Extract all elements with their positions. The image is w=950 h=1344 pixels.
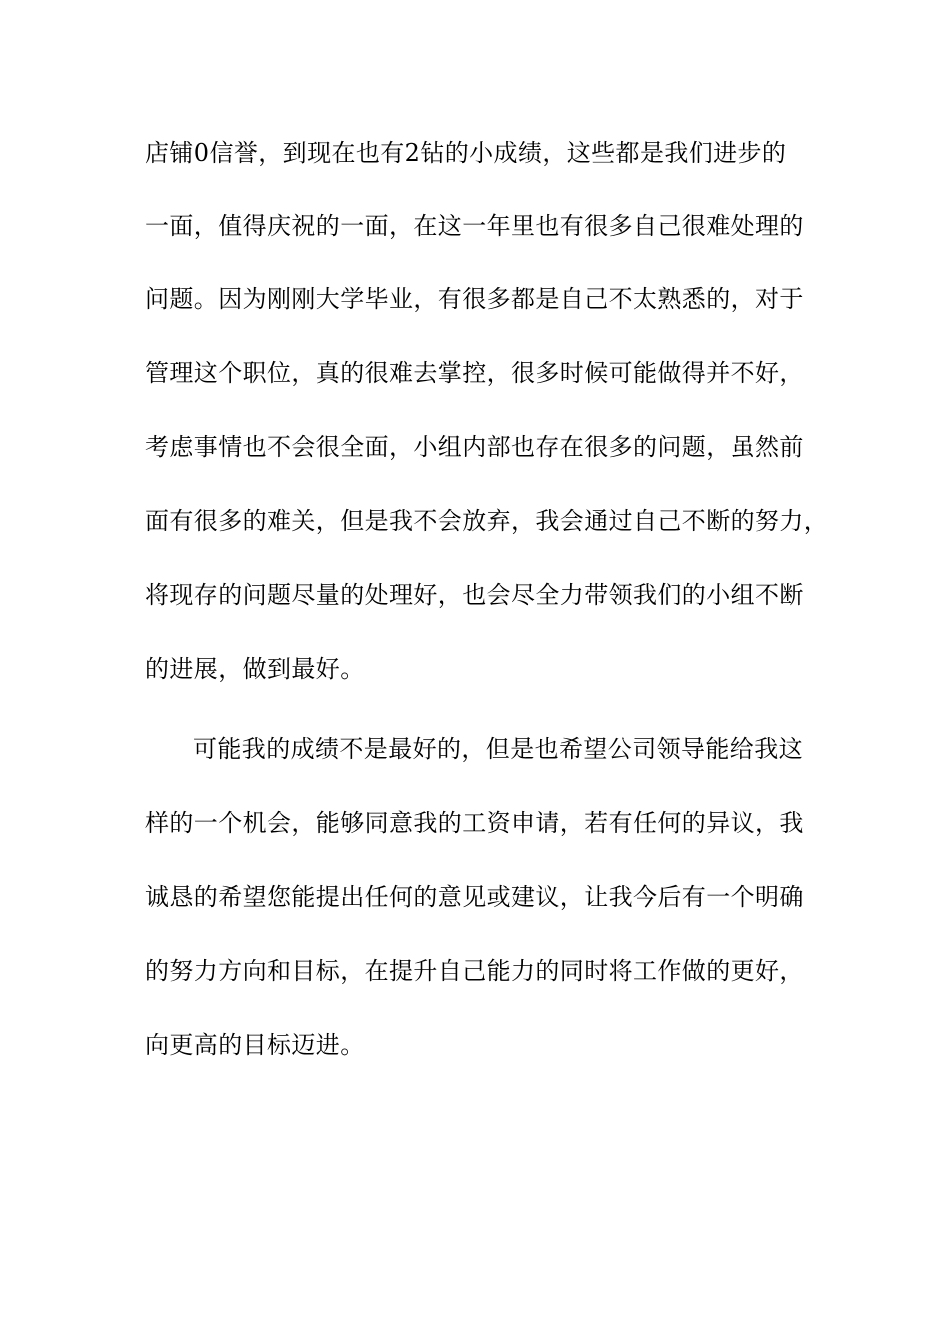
text-line: 可能我的成绩不是最好的，但是也希望公司领导能给我这 [193, 735, 803, 763]
text-line: 诚恳的希望您能提出任何的意见或建议，让我今后有一个明确 [145, 883, 804, 911]
text-line: 的努力方向和目标，在提升自己能力的同时将工作做的更好， [145, 957, 804, 985]
text-line: 问题。因为刚刚大学毕业，有很多都是自己不太熟悉的，对于 [145, 285, 804, 313]
text-line: 管理这个职位，真的很难去掌控，很多时候可能做得并不好， [145, 359, 804, 387]
text-line: 将现存的问题尽量的处理好，也会尽全力带领我们的小组不断 [145, 581, 804, 609]
text-line: 样的一个机会，能够同意我的工资申请，若有任何的异议，我 [145, 809, 804, 837]
text-line: 向更高的目标迈进。 [145, 1031, 365, 1059]
text-line: 店铺0信誉，到现在也有2钻的小成绩，这些都是我们进步的 [145, 139, 787, 167]
text-line: 考虑事情也不会很全面，小组内部也存在很多的问题，虽然前 [145, 433, 804, 461]
text-line: 一面，值得庆祝的一面，在这一年里也有很多自己很难处理的 [145, 212, 804, 240]
text-line: 面有很多的难关，但是我不会放弃，我会通过自己不断的努力， [145, 507, 829, 535]
text-line: 的进展，做到最好。 [145, 655, 365, 683]
